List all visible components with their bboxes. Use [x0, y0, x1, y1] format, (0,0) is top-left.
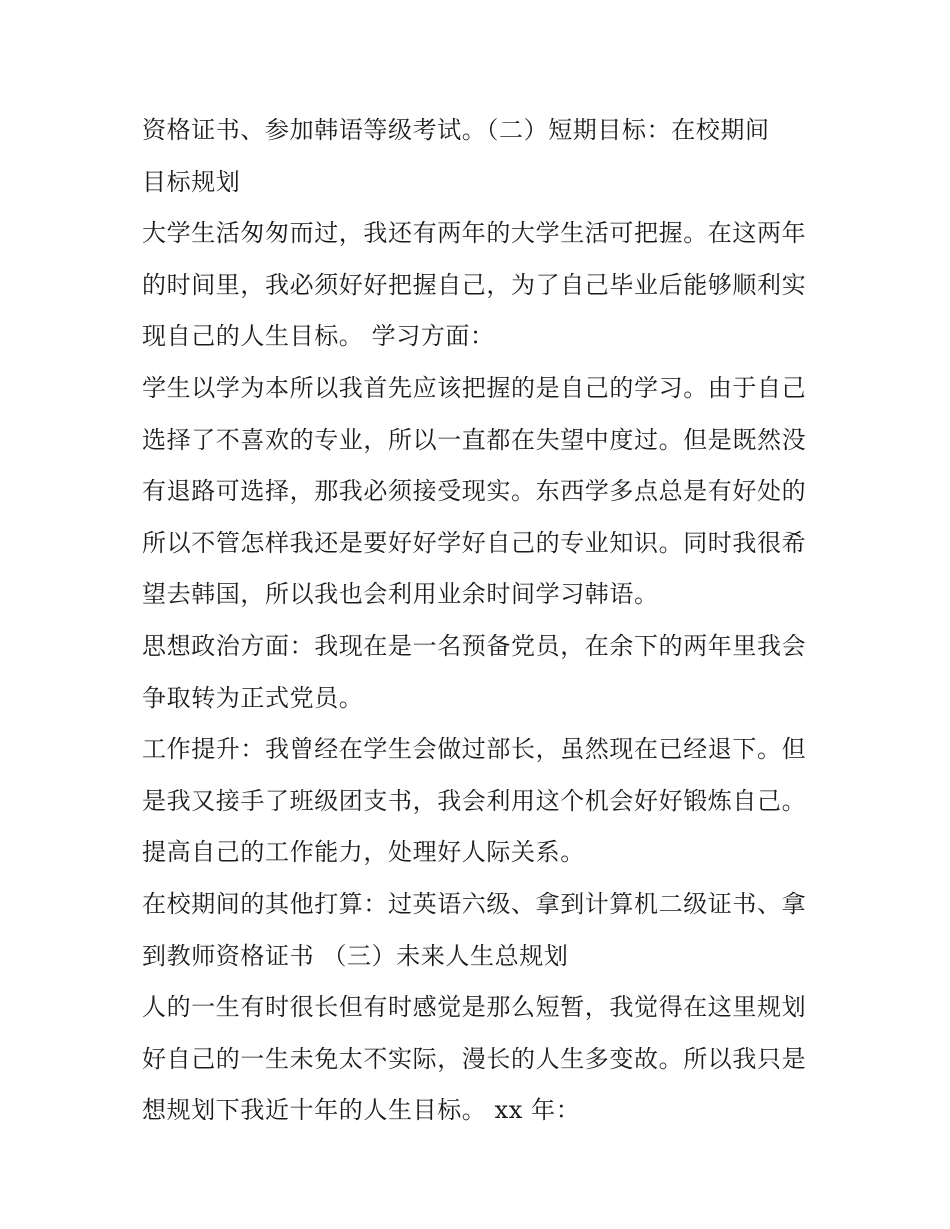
- text-line: 人的一生有时很长但有时感觉是那么短暂，我觉得在这里规划: [142, 993, 807, 1022]
- text-line: 资格证书、参加韩语等级考试。（二）短期目标：在校期间: [142, 116, 770, 144]
- text-line: 现自己的人生目标。 学习方面：: [142, 322, 495, 351]
- text-line: 工作提升：我曾经在学生会做过部长，虽然现在已经退下。但: [142, 735, 807, 764]
- text-line: 思想政治方面：我现在是一名预备党员，在余下的两年里我会: [142, 631, 807, 660]
- text-line: 在校期间的其他打算：过英语六级、拿到计算机二级证书、拿: [142, 889, 807, 918]
- text-line: 大学生活匆匆而过，我还有两年的大学生活可把握。在这两年: [142, 219, 807, 248]
- text-line: 的时间里，我必须好好把握自己，为了自己毕业后能够顺利实: [142, 270, 807, 299]
- text-line: 争取转为正式党员。: [142, 683, 364, 712]
- text-line: 提高自己的工作能力，处理好人际关系。: [142, 838, 585, 867]
- text-line: 目标规划: [142, 167, 241, 196]
- text-line: 好自己的一生未免太不实际，漫长的人生多变故。所以我只是: [142, 1044, 807, 1073]
- text-line: 所以不管怎样我还是要好好学好自己的专业知识。同时我很希: [142, 528, 807, 557]
- text-line: 选择了不喜欢的专业，所以一直都在失望中度过。但是既然没: [142, 425, 807, 454]
- text-line: 想规划下我近十年的人生目标。 xx 年：: [142, 1096, 581, 1125]
- text-line: 学生以学为本所以我首先应该把握的是自己的学习。由于自己: [142, 373, 807, 402]
- text-line: 有退路可选择，那我必须接受现实。东西学多点总是有好处的: [142, 477, 807, 506]
- text-line: 望去韩国，所以我也会利用业余时间学习韩语。: [142, 580, 659, 609]
- text-line: 是我又接手了班级团支书，我会利用这个机会好好锻炼自己。: [142, 786, 807, 815]
- document-body: [142, 108, 822, 1140]
- text-line: 到教师资格证书 （三）未来人生总规划: [142, 941, 569, 970]
